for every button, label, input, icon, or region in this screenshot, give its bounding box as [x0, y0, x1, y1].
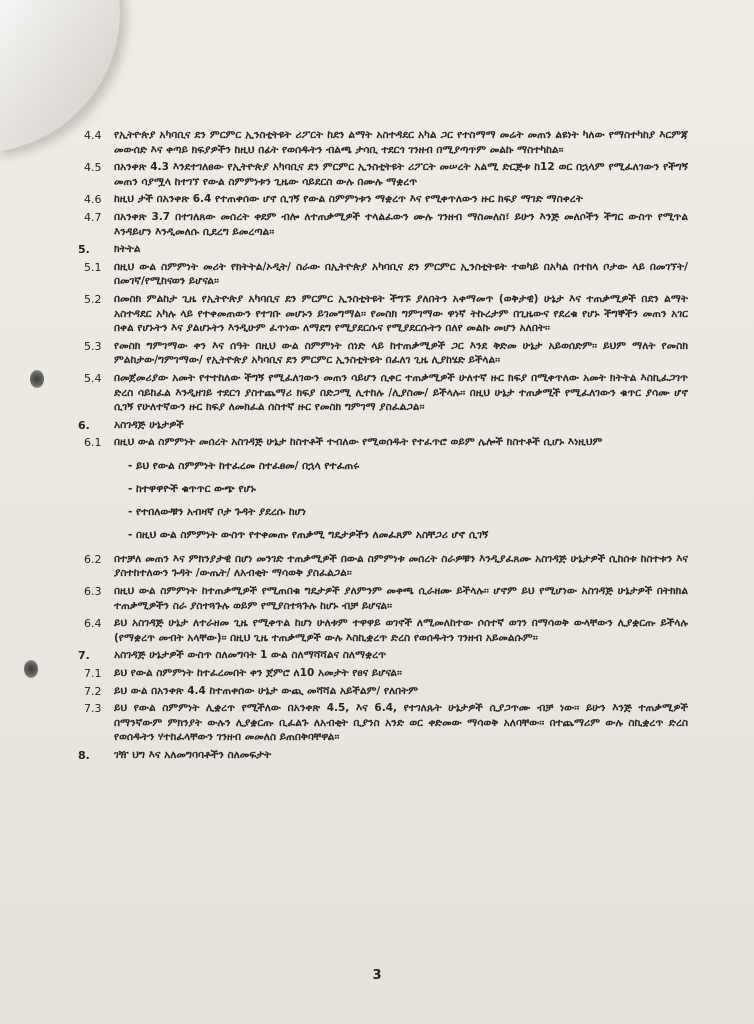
- clause-number: 5.1: [84, 260, 102, 274]
- bullet-item: - የተበለውቹን አብዛኛ ቦታ ጉዳት ያደረሱ ከሆነ: [128, 505, 306, 518]
- section-list-2: [78, 552, 688, 763]
- clause-text: በዚህ ውል ስምምነት መሰረት አስገዳጅ ሁኔታ ከስተቶች ተብለው የሚወሰዱት የተፈጥሮ ወይም ሌሎች ክስተቶች ሲሆኑ እነዚህም: [114, 436, 603, 449]
- clause-number: 5.4: [84, 371, 102, 385]
- clause-text: በዚህ ውል ስምምነት ከተጠቃሚዎች የሚጠበቁ ግዴታዎች ያለምንም መቀጫ ሲራዘሙ ይችላሉ፡፡ ሆኖም ይህ የሚሆነው አስገዳጅ ሁኔታዎች በትክክል ተጠቃሚዎችን ስራ ያስተጓጉሉ ወይም የሚያስተጓጉሉ ከሆኑ ብቻ ይሆናል፡፡: [114, 585, 688, 612]
- clause-number: 7.3: [84, 702, 102, 716]
- clause-7-1: [78, 666, 688, 681]
- clause-number: 4.7: [84, 210, 102, 224]
- punch-hole-top: [30, 370, 44, 388]
- clause-4-7: [78, 210, 688, 239]
- clause-6: [78, 418, 688, 433]
- clause-number: 5.: [78, 243, 90, 257]
- bullet-item: - በዚህ ውል ስምምነት ውስጥ የተቀመጡ የጠቃሚ ግዴታዎችን ለመፈጸም አስቸጋሪ ሆኖ ሲገኝ: [128, 528, 489, 541]
- clause-number: 5.3: [84, 339, 102, 353]
- clause-7-3: [78, 701, 688, 745]
- clause-text: ይህ የውል ስምምነት ከተፈረመበት ቀን ጀምሮ ለ10 አመታት የፀና ይሆናል፡፡: [114, 667, 402, 680]
- clause-7-2: [78, 684, 688, 699]
- bullet-item: - ይህ የውል ስምምነት ከተፈረመ ስተፈፀመ/ በኋላ የተፈጠሩ: [128, 459, 360, 472]
- clause-text: የመስክ ግምገማው ቀን እና ሰዓት በዚህ ውል ስምምነት ሰነድ ላይ ከተጠቃሚዎች ጋር እንደ ቅድመ ሁኔታ አይወሰድም፡፡ ይህም ማለት የመስክ ምልከታው/ግምገማው/ የኢትዮጵያ አካባቢና ደን ምርምር ኢንስቲትዩት በፈለገ ጊዜ ሊያከሄድ ይችላል፡፡: [114, 339, 688, 367]
- clause-6-2: [78, 552, 688, 581]
- clause-number: 6.4: [84, 617, 102, 631]
- clause-text: በአንቀጽ 4.3 እንደተገለፀው የኢትዮጵያ አካባቢና ደን ምርምር ኢንስቲትዩት ሪፖርት መሠረት አልሚ ድርጅቱ ከ12 ወር በኋላም የሚፈለገውን የችግኝ መጠን ሳያሟላ ከተገኘ የውል ስምምነቱን ጊዜው ሳይደርስ ውሉ በሙሉ ማቋረጥ: [114, 161, 688, 188]
- clause-number: 4.6: [84, 193, 102, 207]
- clause-number: 6.1: [84, 436, 102, 450]
- clause-number: 8.: [78, 749, 90, 762]
- clause-number: 7.1: [84, 667, 102, 681]
- punch-hole-bottom: [24, 660, 38, 678]
- clause-number: 6.3: [84, 585, 102, 599]
- clause-text: በመጀመሪያው አመት የተተከለው ችግኝ የሚፈለገውን መጠን ሳይሆን ሲቀር ተጠቃሚዎች ሁለተኛ ዙር ክፍያ በሚቀጥለው አመት ክትትል እስኪፈጋገጥ ድረስ ሳይከፈል እንዲዘገይ ተደርጎ ያስተጨማሪ ክፍያ በድጋሚ ሊተከሉ /ሊያስሙ/ ይችላሉ፡፡ በዚህ ሁኔታ ተጠቃሚች የሚፈለገውን ቁጥር ያሳሙ ሆኖ ሲገኝ የሁለተኛውን ዙር ክፍያ ለመክፈል ሰስተኛ ዙር የመስክ ግምገማ ያስፈልጋል፡፡: [114, 371, 688, 414]
- document-body: [78, 128, 688, 766]
- clause-number: 7.: [78, 649, 90, 663]
- clause-4-4: [78, 128, 688, 157]
- clause-number: 4.4: [84, 129, 102, 142]
- clause-text: በመስክ ምልከታ ጊዜ የኢትዮጵያ አካባቢና ደን ምርምር ኢንስቲትዩት ችግኙ ያለበትን አቀማመጥ (ወቅታዊ) ሁኔታ እና ተጠቃሚዎች በደን ልማት አስተዳደር አካሉ ላይ የተቀመጠውን የተገቡ መሆኑን ይገመግማል፡፡ የመስክ ግምገማው ዋነኛ ትኩረታም በጊዜውና የደረቁ የሆኑ ችግኞችን መጠን አገር በቀል የሆኑትን እና ያልሆኑትን እንዲሁም ፈጥነው ለማደግ የሚያደርሱና የሚያደርሱትን በለየ መልኩ መሆን አለበት፡፡: [114, 292, 688, 335]
- clause-6-4: [78, 616, 688, 645]
- clause-text: በዚህ ውል ስምምነት መሪት የክትትል/ኦዲት/ ስራው በኢትዮጵያ አካባቢና ደን ምርምር ኢንስቲትዩት ተወካይ በአካል በተከላ ቦታው ላይ በመገኘት/በመገኛ/የሚከናወን ይሆናል፡፡: [114, 260, 688, 288]
- clause-7: [78, 648, 688, 663]
- clause-text: የኢትዮጵያ አካባቢና ደን ምርምር ኢንስቲትዩት ሪፖርት ከደን ልማት አስተዳደር አካል ጋር የተስማማ መሬት መጠን ልዩነት ካለው የማስተካከያ እርምጃ መውሰድ እና ቀጣይ ክፍያዎችን ከዚህ በፊት የወሰዱትን ብልጫ ታሳቢ ተደርጎ ገንዘብ በሚያጣጥም መልኩ ማስተካከል፡፡: [114, 129, 688, 156]
- bullet-list: [78, 460, 688, 542]
- clause-4-5: [78, 160, 688, 189]
- clause-8: [78, 748, 688, 763]
- clause-5-2: [78, 292, 688, 336]
- clause-text: አስገዳጅ ሁኔታዎች: [114, 418, 184, 431]
- clause-6-1: [78, 435, 688, 450]
- clause-5: [78, 242, 688, 257]
- clause-text: ይህ አስገዳጅ ሁኔታ ለተራዘመ ጊዜ የሚቀጥል ከሆነ ሁለቱም ተዋዋይ ወገኖች ለሚመለከተው ሶሰተኛ ወገን በማሳወቅ ውላቸውን ሊያቋርጡ ይችላሉ (የማቋረጥ መብት አላቸው)፡፡ በዚህ ጊዜ ተጠቃሚዎች ውሉ እስኪቋረጥ ድረስ የወሰዱትን ገንዘብ አይመልሱም፡፡: [114, 617, 688, 644]
- clause-number: 6.2: [84, 552, 102, 566]
- page-number: 3: [372, 968, 382, 983]
- clause-number: 4.5: [84, 161, 102, 175]
- section-list-1: [78, 128, 688, 450]
- clause-5-3: [78, 339, 688, 368]
- clause-5-1: [78, 260, 688, 289]
- clause-text: በተቻለ መጠን እና ምክንያታዊ በሆነ መንገድ ተጠቃሚዎች በውል ስምምነቱ መሰረት ስራዎቹን እንዲያፈጸሙ አስገዳጅ ሁኔታዎች ሲከሰቱ ከስተቱን እና ያስተከተለውን ጉዳት /ውጤት/ ለአብቂት ማሳወቅ ያስፈልጋል፡፡: [114, 552, 688, 580]
- bullet-item: - ከተዋዋዮች ቁጥጥር ውጭ የሆኑ: [128, 482, 256, 495]
- clause-5-4: [78, 371, 688, 415]
- clause-text: ገዥ ህግ እና አለመግባባቶችን ስለመፍታት: [114, 749, 272, 761]
- clause-text: ክትትል: [114, 243, 141, 256]
- clause-6-3: [78, 584, 688, 613]
- clause-text: በአንቀጽ 3.7 በተገለጸው መሰረት ቀደም ብሎ ለተጠቃሚዎች ተላልፈውን ሙሉ ገንዘብ ማስመለስ፣ ይሁን እንጅ መለሶችን ችግር ውስጥ የሚጥል እንዳይሆን እንዲመለሱ ቢደረግ ይመረጣል፡፡: [114, 210, 688, 238]
- clause-number: 6.: [78, 418, 90, 432]
- clause-number: 5.2: [84, 292, 102, 306]
- clause-text: አስገዳጅ ሁኔታዎች ውስጥ ስለመግባት 1 ውል ስለማሻሻልና ስለማቋረጥ: [114, 649, 387, 662]
- clause-number: 7.2: [84, 684, 102, 698]
- clause-text: ከዚህ ታች በአንቀጽ 6.4 የተጠቀሰው ሆኖ ሲገኝ የውል ስምምነቱን ማቋረጥ እና የሚቀጥለውን ዙር ክፍያ ማገድ ማስቀረት: [114, 193, 583, 206]
- clause-text: ይህ ውል በአንቀጽ 4.4 ከተጠቀሰው ሁኔታ ውጪ መሻሻል አይችልም/ የለበትም: [114, 684, 419, 697]
- clause-4-6: [78, 192, 688, 207]
- clause-text: ይህ የውል ስምምነት ሊቋረጥ የሚችለው በአንቀጽ 4.5, እና 6.4, የተገለጹት ሁኔታዎች ሲያጋጥሙ ብቻ ነው፡፡ ይሁን እንጅ ተጠቃሚዎች በማንኛውም ምክንያት ውሉን ሊያቋርጡ ቢፈልጉ ለአብቂት ቢያንስ አንድ ወር ቀድመው ማሳወቅ አለባቸው፡፡ በተጨማሪም ውሉ ስኪቋረጥ ድረስ የወሰዱትን ሃተከፈላቸውን ገንዘብ መመለስ ይጠበቅባቸዋል፡፡: [114, 702, 688, 744]
